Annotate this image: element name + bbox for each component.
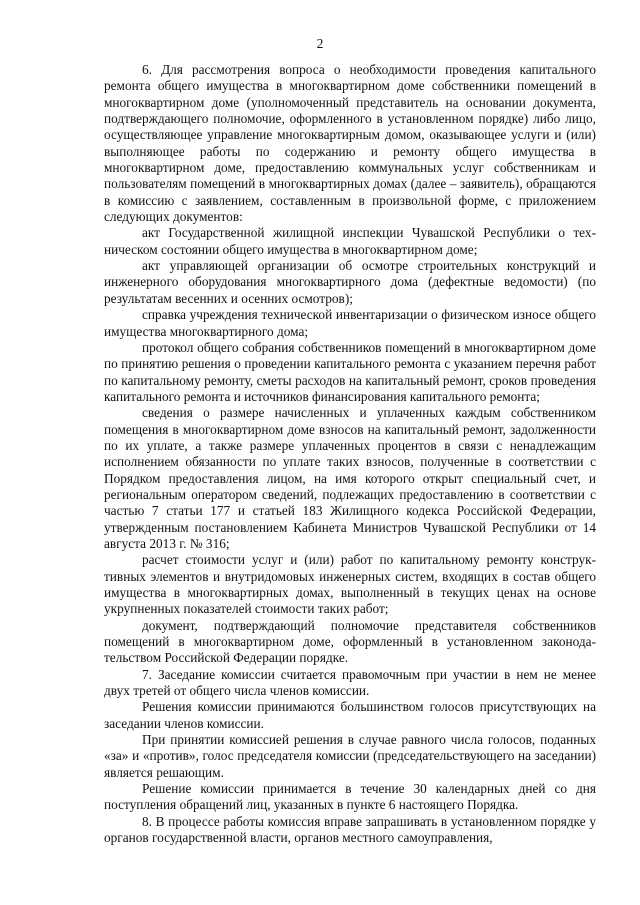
paragraph-item-7: 7. Заседание комиссии считается правомочным при участии в нем не менее двух третей от общего числа членов комиссии. — [104, 666, 596, 699]
paragraph-decision-deadline: Решение комиссии принимается в течение 30 календарных дней со дня поступления обращений лиц, указанных в пункте 6 настоящего Порядка. — [104, 781, 596, 813]
page-number: 2 — [316, 36, 324, 51]
paragraph-contributions-info: сведения о размере начисленных и уплаченных каждым собственником помещения в многоквартирном доме взносов на капитальный ремонт, задолженности по их уплате, а также размере уплаченных процентов в связи с ненадлежащим исполнением обязанности по уплате таких взносов, полученные в соответствии с Порядком предоставления лицом, на имя которого открыт специальный счет, и региональным оператором сведений, подлежащих предоставлению в соответствии с частью 7 статьи 177 и статьей 183 Жилищного кодекса Российской Федерации, утвержденным постановлением Кабинета Министров Чувашской Республики от 14 августа 2013 г. № 316; — [104, 405, 596, 551]
document-body — [104, 62, 596, 847]
paragraph-state-inspection-act: акт Государственной жилищной инспекции Чувашской Республики о техническом состоянии общего имущества в многоквартирном доме; — [104, 225, 596, 257]
paragraph-cost-calculation: расчет стоимости услуг и (или) работ по капитальному ремонту конструктивных элементов и внутридомовых инженерных систем, входящих в состав общего имущества в многоквартирных домах, выполненный в текущих ценах на основе укрупненных показателей стоимости таких работ; — [104, 552, 596, 617]
paragraph-management-company-act: акт управляющей организации об осмотре строительных конструкций и инженерного оборудования многоквартирного дома (дефектные ведомости) (по результатам весенних и осенних осмотров); — [104, 258, 596, 306]
paragraph-inventory-certificate: справка учреждения технической инвентаризации о физическом износе общего имущества многоквартирного дома; — [104, 307, 596, 339]
paragraph-item-8: 8. В процессе работы комиссия вправе запрашивать в установленном порядке у органов государственной власти, органов местного самоуправления, — [104, 813, 596, 846]
paragraph-meeting-protocol: протокол общего собрания собственников помещений в многоквартирном доме по принятию решения о проведении капитального ремонта с указанием перечня работ по капитальному ремонту, сметы расходов на капитальный ремонт, сроков проведения капитального ремонта и источников финансирования капитального ремонта; — [104, 339, 596, 404]
paragraph-tie-vote: При принятии комиссией решения в случае равного числа голосов, поданных «за» и «против», голос председателя комиссии (председательствующего на заседании) является решающим. — [104, 732, 596, 780]
paragraph-decisions-majority: Решения комиссии принимаются большинством голосов присутствующих на заседании членов комиссии. — [104, 699, 596, 731]
paragraph-item-6: 6. Для рассмотрения вопроса о необходимости проведения капитального ремонта общего имущества в многоквартирном доме собственники помещений в многоквартирном доме (уполномоченный представитель на основании документа, подтверждающего полномочие, оформленного в установленном порядке) либо лицо, осуществляющее управление многоквартирным домом, оказывающее услуги и (или) выполняющее работы по содержанию и ремонту общего имущества в многоквартирном доме, предоставлению коммунальных услуг собственникам и пользователям помещений в многоквартирных домах (далее – заявитель), обращаются в комиссию с заявлением, составленным в произвольной форме, с приложением следующих документов: — [104, 62, 596, 225]
paragraph-authority-document: документ, подтверждающий полномочие представителя собственников помещений в многоквартирном доме, оформленный в установленном законодательством Российской Федерации порядке. — [104, 617, 596, 666]
